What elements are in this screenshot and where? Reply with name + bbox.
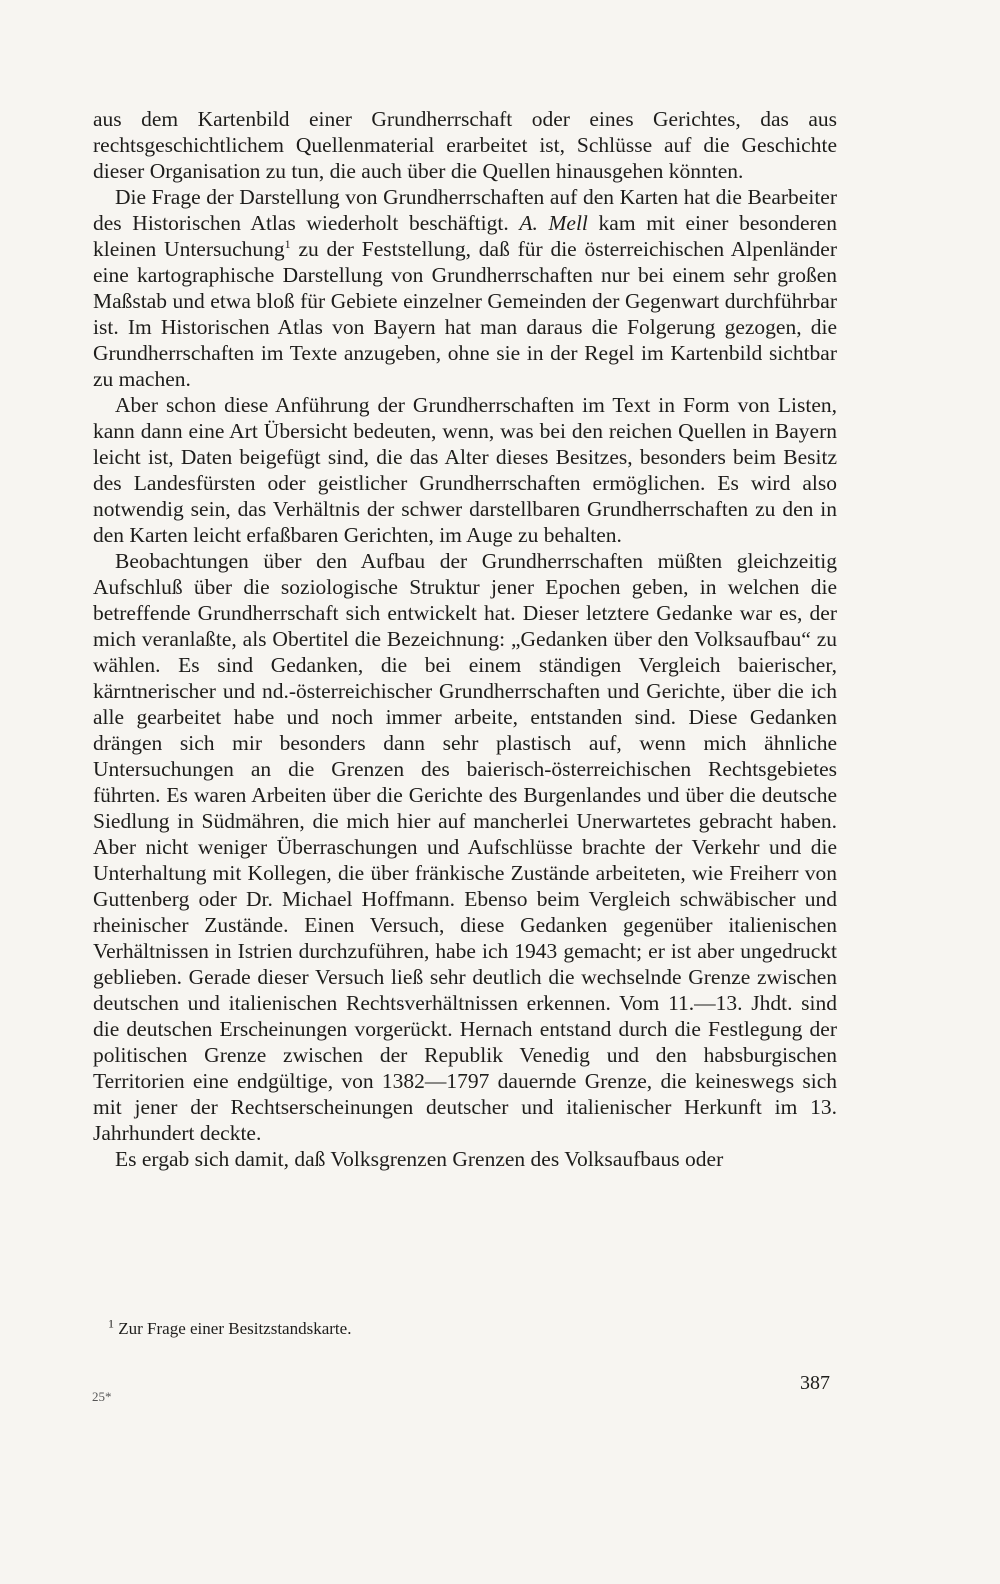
- paragraph-atlas-part-3: zu der Feststellung, daß für die österreichischen Alpenländer eine kartographische Darstellung von Grundherrschaften nur bei einem sehr großen Maßstab und etwa bloß für Gebiete einzelner Gemeinden der Gegenwart durchführbar ist. Im Historischen Atlas von Bayern hat man daraus die Folgerung gezogen, die Grundherrschaften im Texte anzugeben, ohne sie in der Regel im Kartenbild sichtbar zu machen.: [93, 237, 838, 391]
- body-text: [93, 106, 837, 1172]
- paragraph-atlas: [93, 184, 837, 392]
- paragraph-lists: Aber schon diese Anführung der Grundherrschaften im Text in Form von Listen, kann dann eine Art Übersicht bedeuten, wenn, was bei den reichen Quellen in Bayern leicht ist, Daten beigefügt sind, die das Alter dieses Besitzes, besonders beim Besitz des Landesfürsten oder geistlicher Grundherrschaften ermöglichen. Es wird also notwendig sein, das Verhältnis der schwer darstellbaren Grundherrschaften zu den in den Karten leicht erfaßbaren Gerichten, im Auge zu behalten.: [93, 393, 837, 547]
- author-name-mell: A. Mell: [519, 211, 588, 235]
- paragraph-observations: Beobachtungen über den Aufbau der Grundherrschaften müßten gleichzeitig Aufschluß über die soziologische Struktur jener Epochen geben, in welchen die betreffende Grundherrschaft sich entwickelt hat. Dieser letztere Gedanke war es, der mich veranlaßte, als Obertitel die Bezeichnung: „Gedanken über den Volksaufbau“ zu wählen. Es sind Gedanken, die bei einem ständigen Vergleich baierischer, kärntnerischer und nd.-österreichischer Grundherrschaften und Gerichte, über die ich alle gearbeitet habe und noch immer arbeite, entstanden sind. Diese Gedanken drängen sich mir besonders dann sehr plastisch auf, wenn mich ähnliche Untersuchungen an die Grenzen des baierisch-österreichischen Rechtsgebietes führten. Es waren Arbeiten über die Gerichte des Burgenlandes und über die deutsche Siedlung in Südmähren, die mich hier auf mancherlei Unerwartetes gebracht haben. Aber nicht weniger Überraschungen und Aufschlüsse brachte der Verkehr und die Unterhaltung mit Kollegen, die über fränkische Zustände arbeiteten, wie Freiherr von Guttenberg oder Dr. Michael Hoffmann. Ebenso beim Vergleich schwäbischer und rheinischer Zustände. Einen Versuch, diese Gedanken gegenüber italienischen Verhältnissen in Istrien durchzuführen, habe ich 1943 gemacht; er ist aber ungedruckt geblieben. Gerade dieser Versuch ließ sehr deutlich die wechselnde Grenze zwischen deutschen und italienischen Rechtsverhältnissen erkennen. Vom 11.—13. Jhdt. sind die deutschen Erscheinungen vorgerückt. Hernach entstand durch die Festlegung der politischen Grenze zwischen der Republik Venedig und den habsburgischen Territorien eine endgültige, von 1382—1797 dauernde Grenze, die keineswegs sich mit jener der Rechtserscheinungen deutscher und italienischer Herkunft im 13. Jahrhundert deckte.: [93, 549, 837, 1145]
- page-number: 387: [800, 1372, 830, 1394]
- footnote-marker: 1: [108, 1316, 114, 1331]
- footnote-text: Zur Frage einer Besitzstandskarte.: [118, 1319, 352, 1338]
- paragraph-continuation: aus dem Kartenbild einer Grundherrschaft oder eines Gerichtes, das aus rechtsgeschichtlichem Quellenmaterial erarbeitet ist, Schlüsse auf die Geschichte dieser Organisation zu tun, die auch über die Quellen hinausgehen könnten.: [93, 107, 837, 183]
- signature-mark: 25*: [92, 1389, 112, 1404]
- paragraph-atlas-part-2: kam mit einer besonderen kleinen Untersuchung: [93, 211, 838, 261]
- paragraph-atlas-part-1: Die Frage der Darstellung von Grundherrschaften auf den Karten hat die Bearbeiter des Historischen Atlas wiederholt beschäftigt.: [93, 185, 837, 235]
- footnote-reference[interactable]: 1: [284, 236, 291, 251]
- footnote: [108, 1318, 351, 1340]
- paragraph-conclusion: Es ergab sich damit, daß Volksgrenzen Grenzen des Volksaufbaus oder: [115, 1147, 724, 1171]
